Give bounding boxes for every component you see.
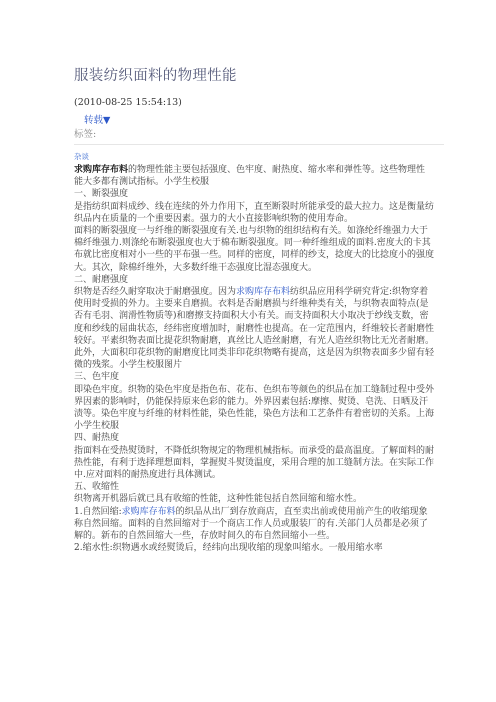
paragraph: 即染色牢度。织物的染色牢度是指色布、花布、色织布等颜色的织品在加工缝制过程中受外界因素的影响时，仍能保持原来色彩的能力。外界因素包括:摩擦、熨烫、皂洗、日晒及汗渍等。染色牢度与纤维的材料性能，染色性能，染色方法和工艺条件有着密切的关系。上海小学生校服 — [74, 384, 435, 432]
repost-link[interactable]: 转载▼ — [84, 115, 111, 126]
article-title: 服装纺织面料的物理性能 — [74, 68, 237, 84]
article-body — [74, 164, 434, 555]
keyword-link[interactable]: 求购库存布料 — [236, 287, 291, 298]
paragraph: 1.自然回缩:求购库存布料的织品从出厂到存放商店，直至卖出前或使用前产生的收缩现象称自然回缩。面料的自然回缩对于一个商店工作人员或服装厂的有.关部门人员都是必须了解的。新布的自然回缩大一些，存放时间久的布自然回缩小一些。 — [74, 506, 428, 542]
paragraph: 是指纺织面料成纱、线在连续的外力作用下，直至断裂时所能承受的最大拉力。这是衡量纺织品内在质量的一个重要因素。强力的大小直接影响织物的使用寿命。 — [74, 201, 435, 224]
paragraph: 织物离开机器后就已具有收缩的性能，这种性能包括自然回缩和缩水性。 — [74, 494, 363, 505]
paragraph: 面料的断裂强度一与纤维的断裂强度有关.也与织物的组织结构有关。如涤纶纤维强力大于棉纤维强力.则涤纶布断裂强度也大于棉布断裂强度。同一种纤维组成的面料.密度大的卡其布就比密度相对小一些的平布强一些。同样的密度，同样的纱支，捻度大的比捻度小的强度大。其次，除棉纤维外，大多数纤维干态强度比湿态强度大。 — [74, 226, 435, 273]
paragraph: 求购库存布料的物理性能主要包括强度、色牢度、耐热度、缩水率和弹性等。这些物理性能大多都有测试指标。小学生校服 — [74, 165, 426, 188]
section-heading: 五、收缩性 — [74, 482, 120, 493]
post-date: (2010-08-25 15:54:13) — [74, 97, 182, 108]
paragraph: 指面料在受热熨烫时，不降低织物规定的物理机械指标。而承受的最高温度。了解面料的耐热性能，有利于选择理想面料，掌握熨斗熨烫温度，采用合理的加工缝制方法。在实际工作中.应对面料的耐热度进行具体测试。 — [74, 445, 435, 481]
section-heading: 一、断裂强度 — [74, 189, 129, 200]
paragraph: 2.缩水性:织物遇水或经熨烫后，经纬向出现收缩的现象叫缩水。一般用缩水率 — [74, 543, 383, 554]
section-heading: 二、耐磨强度 — [74, 274, 129, 285]
divider — [74, 144, 444, 145]
category-link[interactable]: 杂谈 — [74, 152, 89, 161]
lead-keyword: 求购库存布料 — [74, 165, 129, 175]
tags-label: 标签: — [74, 129, 97, 140]
section-heading: 三、色牢度 — [74, 372, 120, 383]
section-heading: 四、耐热度 — [74, 433, 120, 444]
paragraph: 织物是否经久耐穿取决于耐磨强度。因为求购库存布料纺织品应用科学研究背定:织物穿着使用时受损的外力。主要来自磨损。衣料是否耐磨损与纤维种类有关，与织物表面特点(是否有毛羽、润滑性物质等)和磨擦支持面积大小有关。而支持面积大小取决于纱线支数，密度和纱线的屈曲状态，经纬密度增加时，耐磨性也提高。在一定范围内，纤维较长者耐磨性较好。平素织物表面比提花织物耐磨，真丝比人造丝耐磨，有光人造丝织物比无光者耐磨。此外，大面积印花织物的耐磨度比同类非印花织物略有提高，这是因为织物表面多少留有轻微的残浆。小学生校服图片 — [74, 287, 435, 371]
keyword-link[interactable]: 求购库存布料 — [121, 506, 176, 517]
